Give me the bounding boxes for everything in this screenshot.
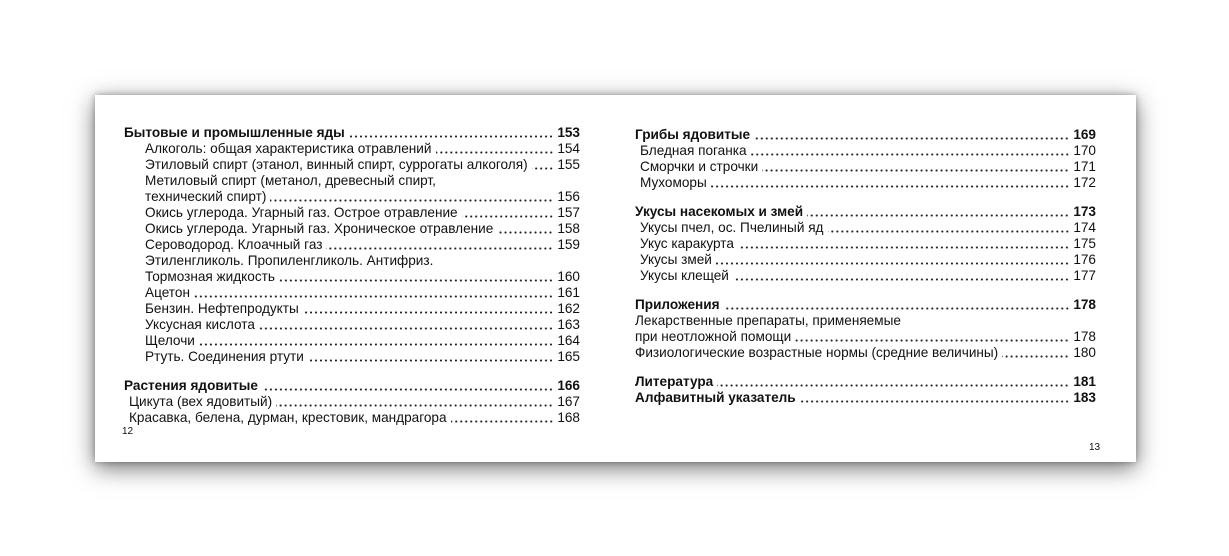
toc-section-entry — [124, 378, 580, 394]
toc-page-number: 183 — [1073, 390, 1096, 405]
dot-leader — [751, 153, 1070, 156]
dot-leader — [800, 400, 1070, 403]
toc-entry-title: Окись углерода. Угарный газ. Острое отравление — [145, 205, 458, 220]
toc-page-number: 177 — [1073, 268, 1096, 283]
toc-section-entry — [635, 127, 1096, 143]
section-spacer — [124, 365, 580, 378]
toc-entry-title: Щелочи — [145, 333, 195, 348]
dot-leader — [716, 262, 1069, 265]
right-page-toc — [635, 127, 1096, 406]
toc-entry — [635, 159, 1096, 175]
toc-page-number: 154 — [557, 141, 580, 156]
toc-entry-title: Алкоголь: общая характеристика отравлений — [145, 141, 432, 156]
toc-entry — [635, 236, 1096, 252]
toc-entry-title: Сероводород. Клоачный газ — [145, 237, 323, 252]
toc-page-number: 176 — [1073, 252, 1096, 267]
toc-page-number: 157 — [557, 205, 580, 220]
toc-entry — [635, 252, 1096, 268]
toc-page-number: 161 — [557, 285, 580, 300]
toc-entry-title: Этиленгликоль. Пропиленгликоль. Антифриз. — [145, 253, 434, 268]
dot-leader — [807, 214, 1069, 217]
toc-page-number: 153 — [557, 125, 580, 140]
toc-entry — [124, 317, 580, 333]
dot-leader — [828, 230, 1070, 233]
toc-page-number: 178 — [1073, 297, 1096, 312]
dot-leader — [279, 279, 553, 282]
toc-entry — [635, 143, 1096, 159]
toc-entry — [635, 268, 1096, 284]
dot-leader — [451, 420, 554, 423]
toc-page-number: 165 — [557, 349, 580, 364]
dot-leader — [349, 135, 554, 138]
toc-entry-title: Укусы пчел, ос. Пчелиный яд — [640, 220, 824, 235]
toc-entry-title: Укусы змей — [640, 252, 712, 267]
dot-leader — [270, 199, 553, 202]
left-page-toc — [124, 125, 580, 426]
toc-page-number: 172 — [1073, 175, 1096, 190]
toc-entry — [124, 349, 580, 365]
toc-page-number: 181 — [1073, 374, 1096, 389]
toc-entry-title: Сморчки и строчки — [640, 159, 759, 174]
toc-page-number: 163 — [557, 317, 580, 332]
toc-page-number: 168 — [557, 410, 580, 425]
toc-entry-title: Цикута (вех ядовитый) — [129, 394, 273, 409]
toc-page-number: 160 — [557, 269, 580, 284]
right-page-number: 13 — [1089, 442, 1101, 453]
toc-page-number: 169 — [1073, 127, 1096, 142]
dot-leader — [711, 185, 1070, 188]
toc-page-number: 155 — [557, 157, 580, 172]
dot-leader — [1002, 355, 1069, 358]
toc-entry-title: Бытовые и промышленные яды — [124, 125, 345, 140]
dot-leader — [733, 278, 1069, 281]
dot-leader — [738, 246, 1069, 249]
toc-page-number: 175 — [1073, 236, 1096, 251]
dot-leader — [326, 247, 553, 250]
toc-section-entry — [635, 390, 1096, 406]
toc-entry — [124, 269, 580, 285]
dot-leader — [259, 327, 553, 330]
toc-page-number: 159 — [557, 237, 580, 252]
dot-leader — [308, 359, 553, 362]
toc-entry — [635, 345, 1096, 361]
toc-page-number: 180 — [1073, 345, 1096, 360]
toc-entry — [124, 157, 580, 173]
toc-entry — [124, 410, 580, 426]
toc-page-number: 162 — [557, 301, 580, 316]
toc-entry-title: Приложения — [635, 297, 720, 312]
toc-page-number: 170 — [1073, 143, 1096, 158]
toc-page-number: 166 — [557, 378, 580, 393]
toc-entry — [124, 301, 580, 317]
section-spacer — [635, 361, 1096, 374]
dot-leader — [762, 169, 1069, 172]
toc-entry-title: Лекарственные препараты, применяемые — [635, 313, 901, 328]
dot-leader — [276, 404, 553, 407]
toc-entry-title: Тормозная жидкость — [145, 269, 275, 284]
toc-page-number: 173 — [1073, 204, 1096, 219]
toc-section-entry — [635, 204, 1096, 220]
dot-leader — [262, 388, 553, 391]
toc-entry-title: Бензин. Нефтепродукты — [145, 301, 299, 316]
toc-page-number: 158 — [557, 221, 580, 236]
toc-entry — [124, 285, 580, 301]
toc-entry-title: Укусы насекомых и змей — [635, 204, 804, 219]
toc-entry-title: Красавка, белена, дурман, крестовик, мандрагора — [129, 410, 447, 425]
toc-entry — [124, 205, 580, 221]
toc-section-entry — [635, 297, 1096, 313]
dot-leader — [717, 384, 1069, 387]
toc-page-number: 167 — [557, 394, 580, 409]
toc-section-entry — [635, 374, 1096, 390]
toc-entry — [124, 141, 580, 157]
dot-leader — [532, 167, 554, 170]
toc-entry — [635, 329, 1096, 345]
dot-leader — [497, 231, 553, 234]
dot-leader — [199, 343, 553, 346]
toc-entry-title: Ацетон — [145, 285, 190, 300]
toc-entry-title: Укусы клещей — [640, 268, 729, 283]
dot-leader — [303, 311, 554, 314]
toc-page-number: 178 — [1073, 329, 1096, 344]
toc-entry — [124, 333, 580, 349]
dot-leader — [194, 295, 553, 298]
toc-entry-title: Ртуть. Соединения ртути — [145, 349, 304, 364]
dot-leader — [795, 339, 1069, 342]
toc-entry-title: Этиловый спирт (этанол, винный спирт, суррогаты алкоголя) — [145, 157, 528, 172]
toc-entry-title: Укус каракурта — [640, 236, 734, 251]
toc-entry-title: Алфавитный указатель — [635, 390, 796, 405]
toc-page-number: 156 — [557, 189, 580, 204]
toc-entry — [124, 253, 580, 269]
toc-entry-title: Растения ядовитые — [124, 378, 258, 393]
toc-entry — [124, 237, 580, 253]
toc-page-number: 174 — [1073, 220, 1096, 235]
toc-entry-title: Бледная поганка — [640, 143, 747, 158]
toc-entry-title: технический спирт) — [145, 189, 267, 204]
toc-entry-title: Уксусная кислота — [145, 317, 255, 332]
toc-entry-title: Физиологические возрастные нормы (средние величины) — [635, 345, 999, 360]
left-page-number: 12 — [122, 426, 134, 437]
toc-entry — [124, 221, 580, 237]
toc-section-entry — [124, 125, 580, 141]
toc-entry-title: при неотложной помощи — [635, 329, 792, 344]
section-spacer — [635, 191, 1096, 204]
dot-leader — [462, 215, 554, 218]
toc-entry — [635, 220, 1096, 236]
toc-entry-title: Литература — [635, 374, 714, 389]
toc-entry-title: Метиловый спирт (метанол, древесный спирт, — [145, 173, 436, 188]
toc-entry-title: Мухоморы — [640, 175, 707, 190]
dot-leader — [724, 307, 1070, 310]
toc-entry-title: Окись углерода. Угарный газ. Хроническое отравление — [145, 221, 494, 236]
toc-entry — [124, 394, 580, 410]
toc-page-number: 171 — [1073, 159, 1096, 174]
dot-leader — [754, 137, 1069, 140]
dot-leader — [436, 151, 554, 154]
section-spacer — [635, 284, 1096, 297]
toc-entry — [635, 313, 1096, 329]
toc-entry — [635, 175, 1096, 191]
toc-entry-title: Грибы ядовитые — [635, 127, 751, 142]
toc-entry — [124, 173, 580, 189]
toc-entry — [124, 189, 580, 205]
toc-page-number: 164 — [557, 333, 580, 348]
